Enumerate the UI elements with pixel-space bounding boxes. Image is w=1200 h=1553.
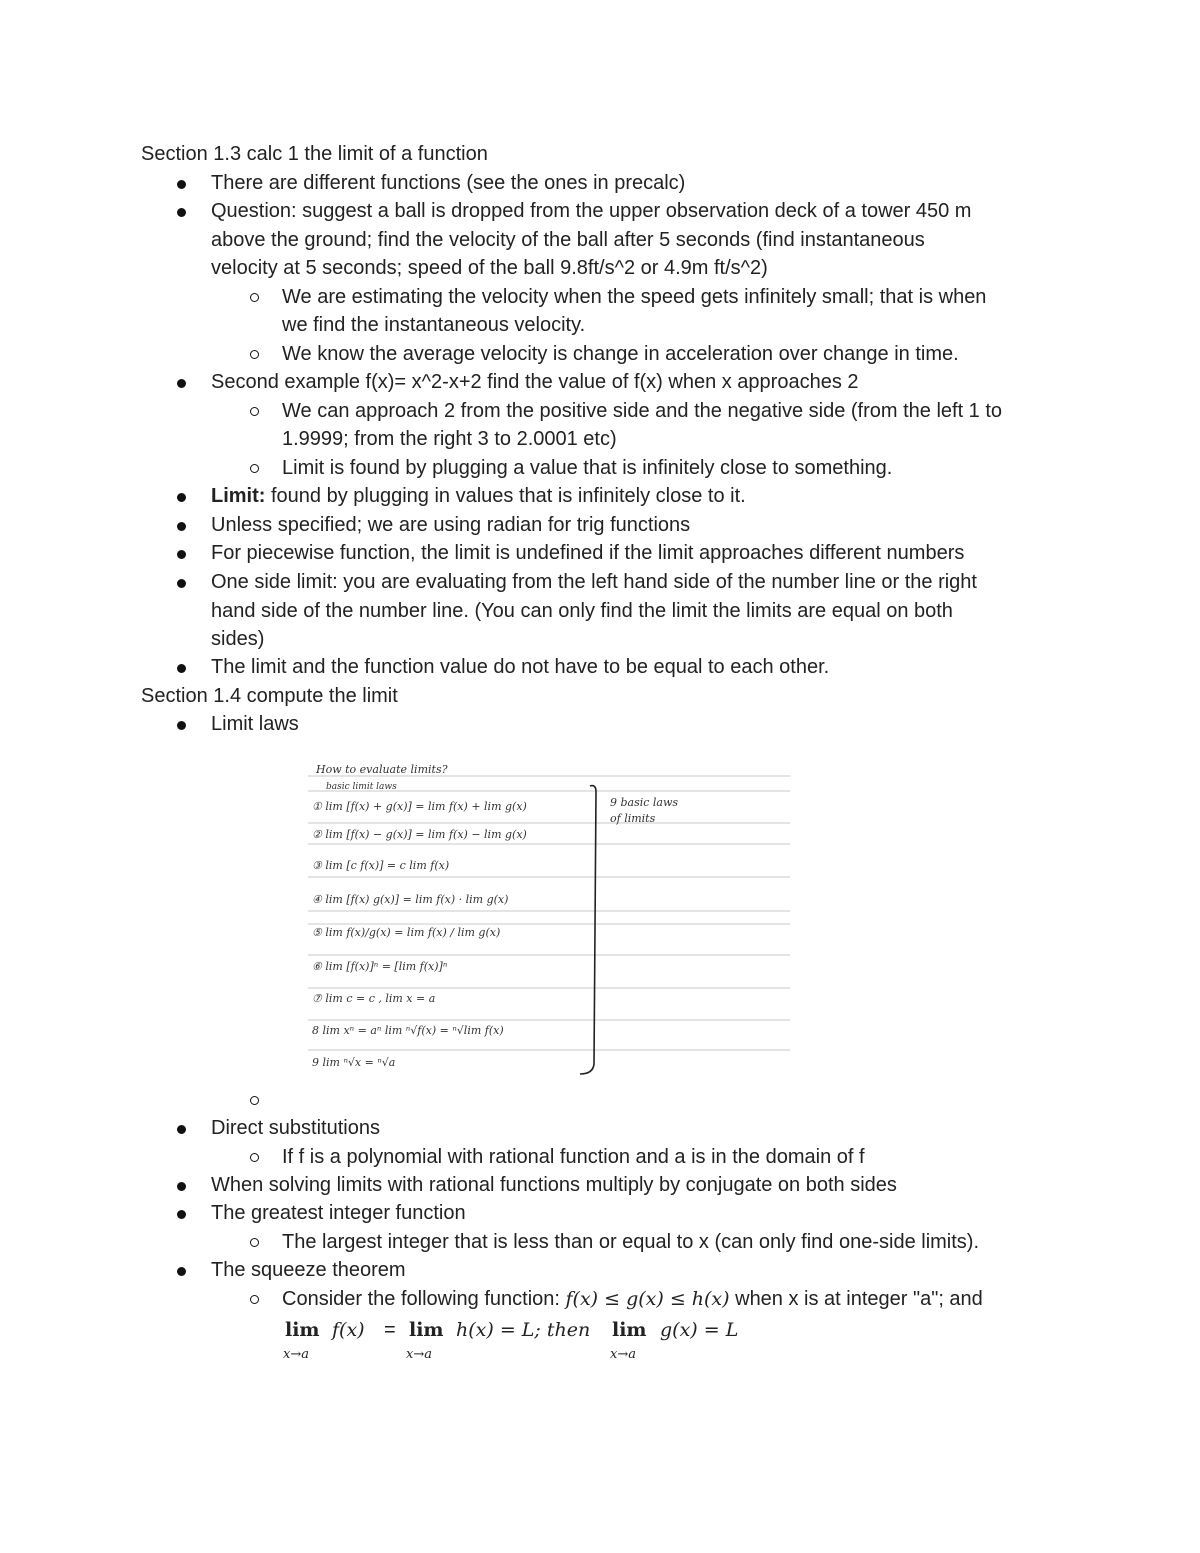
list-item: Unless specified; we are using radian for trig functions [211, 514, 691, 536]
equation-term: f(x) [332, 1319, 365, 1341]
sub-list-item: We know the average velocity is change in acceleration over change in time. [282, 343, 959, 365]
list-item [211, 482, 746, 510]
list-item-continued: sides) [211, 628, 265, 650]
bullet-dot [177, 550, 186, 559]
limit-law: ⑥ lim [f(x)]ⁿ = [lim f(x)]ⁿ [312, 960, 448, 973]
list-item: Limit laws [211, 713, 299, 735]
sub-bullet-circle [250, 1295, 259, 1304]
lim-operator: lim [285, 1319, 320, 1341]
bullet-dot [177, 664, 186, 673]
sub-list-item: We can approach 2 from the positive side and the negative side (from the left 1 to [282, 400, 1003, 422]
list-item-continued: above the ground; find the velocity of the ball after 5 seconds (find instantaneous [211, 229, 925, 251]
list-item: There are different functions (see the ones in precalc) [211, 172, 686, 194]
lim-operator: lim [612, 1319, 647, 1341]
bullet-dot [177, 1267, 186, 1276]
sub-list-item-continued: 1.9999; from the right 3 to 2.0001 etc) [282, 428, 617, 450]
limit-law: ④ lim [f(x) g(x)] = lim f(x) · lim g(x) [312, 893, 509, 906]
notes-subtitle: basic limit laws [326, 782, 397, 792]
lim-operator: lim [409, 1319, 444, 1341]
sub-bullet-circle [250, 350, 259, 359]
sub-bullet-circle [250, 293, 259, 302]
bullet-dot [177, 721, 186, 730]
sub-list-item: The largest integer that is less than or equal to x (can only find one-side limits). [282, 1231, 980, 1253]
list-item: The limit and the function value do not have to be equal to each other. [211, 656, 830, 678]
limit-law: ⑤ lim f(x)/g(x) = lim f(x) / lim g(x) [312, 926, 501, 939]
bullet-dot [177, 579, 186, 588]
limit-law: ⑦ lim c = c , lim x = a [312, 992, 436, 1005]
limit-law: 9 lim ⁿ√x = ⁿ√a [312, 1056, 396, 1069]
equation-term: h(x) = L; then [456, 1319, 591, 1341]
section-heading: Section 1.4 compute the limit [141, 685, 398, 707]
handwritten-limit-laws-image [308, 744, 790, 1080]
section-heading: Section 1.3 calc 1 the limit of a function [141, 143, 488, 165]
list-item: Second example f(x)= x^2-x+2 find the value of f(x) when x approaches 2 [211, 371, 859, 393]
bullet-dot [177, 208, 186, 217]
sub-bullet-circle [250, 1096, 259, 1105]
bullet-dot [177, 1210, 186, 1219]
sub-list-item [282, 1285, 983, 1313]
bullet-dot [177, 522, 186, 531]
list-item: Question: suggest a ball is dropped from the upper observation deck of a tower 450 m [211, 200, 972, 222]
text-segment: Consider the following function: [282, 1288, 566, 1310]
limit-law: 8 lim xⁿ = aⁿ lim ⁿ√f(x) = ⁿ√lim f(x) [312, 1024, 504, 1037]
inline-math: f(x) ≤ g(x) ≤ h(x) [565, 1288, 730, 1310]
limit-law: ② lim [f(x) − g(x)] = lim f(x) − lim g(x) [312, 828, 527, 841]
bullet-dot [177, 493, 186, 502]
list-item: One side limit: you are evaluating from the left hand side of the number line or the right [211, 571, 977, 593]
notes-side-label: 9 basic laws [610, 796, 679, 809]
notes-title: How to evaluate limits? [316, 763, 448, 776]
bullet-dot [177, 1125, 186, 1134]
list-item: The greatest integer function [211, 1202, 466, 1224]
sub-list-item: If f is a polynomial with rational function and a is in the domain of f [282, 1146, 865, 1168]
equation-equals: = [384, 1319, 396, 1341]
sub-bullet-circle [250, 464, 259, 473]
bullet-dot [177, 379, 186, 388]
sub-list-item: We are estimating the velocity when the speed gets infinitely small; that is when [282, 286, 987, 308]
sub-bullet-circle [250, 1153, 259, 1162]
bullet-dot [177, 1182, 186, 1191]
sub-bullet-circle [250, 407, 259, 416]
limit-law: ③ lim [c f(x)] = c lim f(x) [312, 859, 450, 872]
list-item-continued: velocity at 5 seconds; speed of the ball 9.8ft/s^2 or 4.9m ft/s^2) [211, 257, 768, 279]
notes-side-label: of limits [610, 812, 656, 825]
term-bold: Limit: [211, 485, 266, 507]
list-item-continued: hand side of the number line. (You can only find the limit the limits are equal on both [211, 600, 953, 622]
list-item: The squeeze theorem [211, 1259, 406, 1281]
sub-list-item: Limit is found by plugging a value that is infinitely close to something. [282, 457, 893, 479]
list-item: Direct substitutions [211, 1117, 380, 1139]
equation-term: g(x) = L [660, 1319, 739, 1341]
lim-subscript: x→a [406, 1347, 432, 1362]
list-item: For piecewise function, the limit is undefined if the limit approaches different numbers [211, 542, 965, 564]
text-segment: when x is at integer "a"; and [729, 1288, 983, 1310]
lim-subscript: x→a [283, 1347, 309, 1362]
bullet-dot [177, 180, 186, 189]
sub-list-item-continued: we find the instantaneous velocity. [282, 314, 586, 336]
limit-law: ① lim [f(x) + g(x)] = lim f(x) + lim g(x) [312, 800, 527, 813]
sub-bullet-circle [250, 1238, 259, 1247]
list-item: When solving limits with rational functions multiply by conjugate on both sides [211, 1174, 897, 1196]
term-definition: found by plugging in values that is infinitely close to it. [265, 485, 746, 507]
lim-subscript: x→a [610, 1347, 636, 1362]
